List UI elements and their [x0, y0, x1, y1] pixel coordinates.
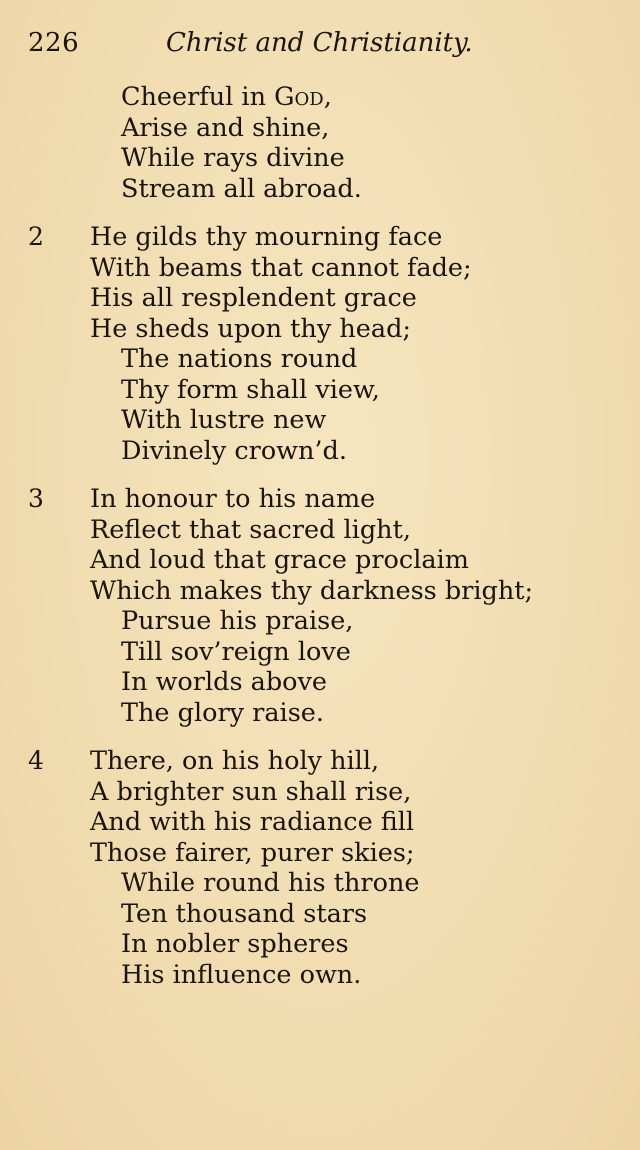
- verse-line: With beams that cannot fade;: [90, 252, 472, 283]
- line-text-post: ,: [323, 82, 332, 112]
- verse-line: The glory raise.: [121, 697, 324, 728]
- stanza-2: [28, 222, 628, 466]
- line-text: In honour to his name: [90, 484, 376, 514]
- page-number: 226: [28, 28, 80, 58]
- verse-line: Pursue his praise,: [121, 606, 354, 636]
- verse-line: Arise and shine,: [121, 112, 330, 143]
- verse-line: Those fairer, purer skies;: [90, 837, 415, 868]
- line-text: He gilds thy mourning face: [90, 222, 443, 252]
- verse-line: [28, 82, 628, 113]
- verse-line: With lustre new: [121, 405, 327, 435]
- stanza-1: [28, 82, 628, 204]
- verse-line: While rays divine: [121, 143, 345, 173]
- verse-line: In worlds above: [121, 667, 328, 697]
- verse-line: [28, 746, 628, 777]
- verse-line: And with his radiance fill: [90, 807, 415, 837]
- stanza-number: 4: [28, 746, 44, 775]
- line-text-pre: Cheerful in: [121, 82, 275, 112]
- verse-line: Thy form shall view,: [121, 374, 380, 405]
- verse-line: Ten thousand stars: [121, 898, 368, 929]
- verse-line: While round his throne: [121, 868, 420, 898]
- page-header: [28, 28, 618, 68]
- verse-line: And loud that grace proclaim: [90, 545, 469, 575]
- verse-line: Divinely crown’d.: [121, 435, 347, 466]
- verse-line: In nobler spheres: [121, 929, 349, 959]
- verse-line: His influence own.: [121, 959, 362, 990]
- hymn-text: [28, 82, 628, 1008]
- verse-line: His all resplendent grace: [90, 283, 417, 313]
- stanza-number: 3: [28, 484, 44, 513]
- verse-line: [28, 484, 628, 515]
- line-text: There, on his holy hill,: [90, 746, 380, 776]
- verse-line: The nations round: [121, 344, 358, 374]
- verse-line: Till sov’reign love: [121, 636, 351, 667]
- line-text-small-caps: God: [274, 82, 324, 112]
- verse-line: Which makes thy darkness bright;: [90, 575, 534, 606]
- verse-line: Reflect that sacred light,: [90, 514, 411, 545]
- verse-line: [28, 222, 628, 253]
- verse-line: He sheds upon thy head;: [90, 313, 411, 344]
- stanza-4: [28, 746, 628, 990]
- stanza-3: [28, 484, 628, 728]
- verse-line: Stream all abroad.: [121, 173, 362, 204]
- running-title: Christ and Christianity.: [166, 28, 473, 58]
- verse-line: A brighter sun shall rise,: [90, 776, 412, 807]
- stanza-number: 2: [28, 222, 44, 251]
